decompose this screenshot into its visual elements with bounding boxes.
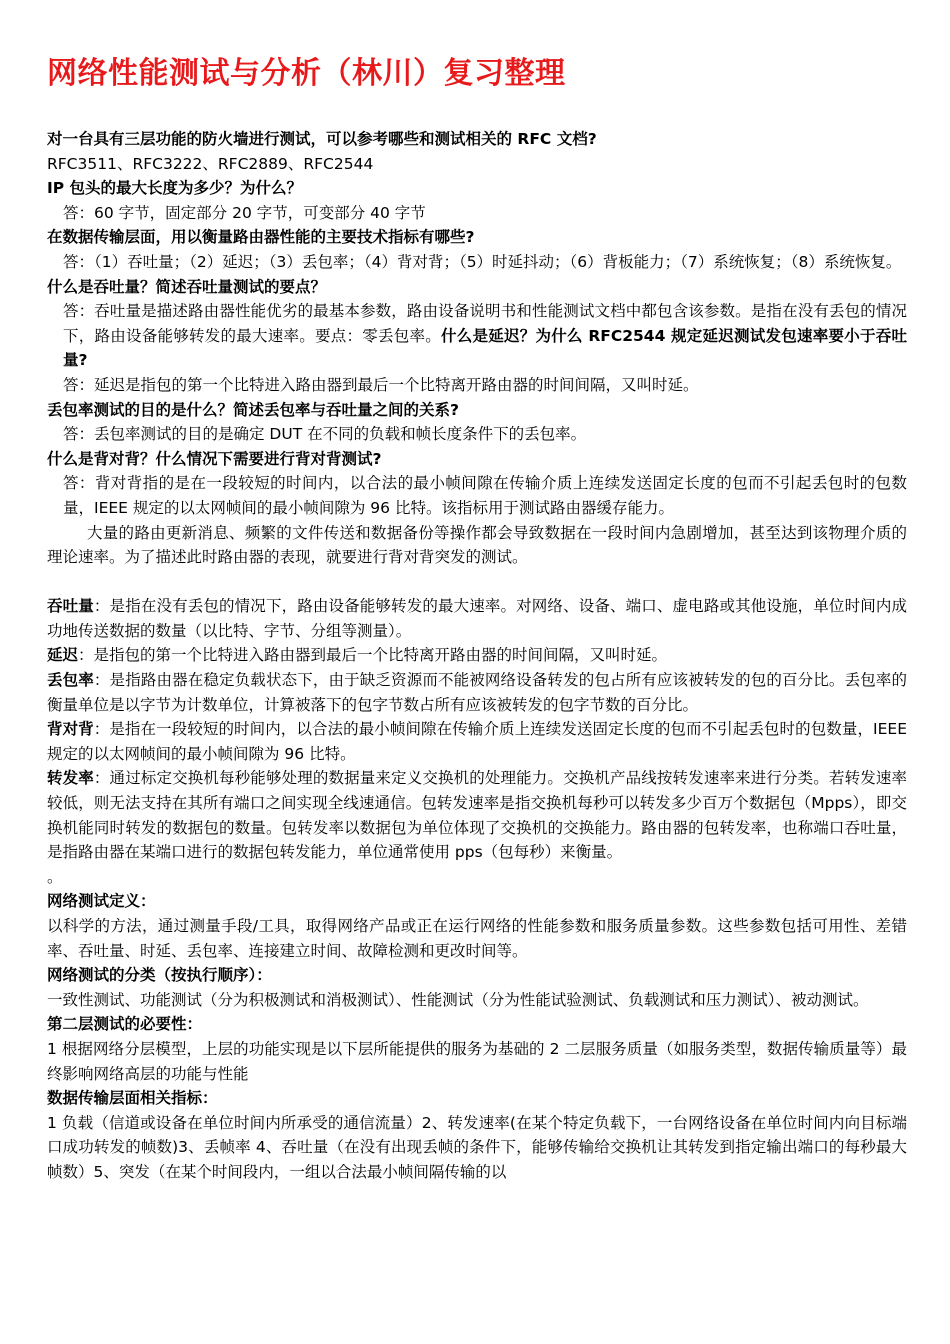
answer-2: 答：60 字节，固定部分 20 字节，可变部分 40 字节 [63, 203, 426, 222]
section-text-layer2: 1 根据网络分层模型，上层的功能实现是以下层所能提供的服务为基础的 2 二层服务质量（如服务类型，数据传输质量等）最终影响网络高层的功能与性能 [47, 1039, 907, 1083]
document-title: 网络性能测试与分析（林川）复习整理 [47, 56, 566, 91]
question-3: 在数据传输层面，用以衡量路由器性能的主要技术指标有哪些? [47, 228, 475, 247]
term-forwarding-rate [47, 766, 907, 864]
term-latency [47, 643, 907, 668]
question-4: 什么是吞吐量？简述吞吐量测试的要点？ [47, 277, 327, 296]
document-body [47, 127, 907, 1185]
term-throughput [47, 594, 907, 643]
answer-7: 答：背对背指的是在一段较短的时间内，以合法的最小帧间隙在传输介质上连续发送固定长度的包而不引起丢包时的包数量，IEEE 规定的以太网帧间的最小帧间隙为 96 比特。该指标用于测试路由器缓存能力。 [63, 474, 907, 517]
term-back-to-back [47, 717, 907, 766]
term-throughput-label: 吞吐量 [47, 597, 94, 616]
question-2: IP 包头的最大长度为多少？为什么？ [47, 179, 303, 198]
answer-3: 答：（1）吞吐量；（2）延迟；（3）丢包率；（4）背对背；（5）时延抖动；（6）背板能力；（7）系统恢复；（8）系统恢复。 [63, 252, 902, 271]
term-latency-definition: ：是指包的第一个比特进入路由器到最后一个比特离开路由器的时间间隔，又叫时延。 [78, 646, 668, 665]
section-heading-definition: 网络测试定义： [47, 892, 156, 911]
question-5: 什么是延迟？为什么 RFC2544 规定延迟测试发包速率要小于吞吐量? [63, 326, 907, 370]
stray-period: 。 [47, 867, 63, 886]
term-packet-loss-definition: ：是指路由器在稳定负载状态下，由于缺乏资源而不能被网络设备转发的包占所有应该被转发的包的百分比。丢包率的衡量单位是以字节为计数单位，计算被落下的包字节数占所有应该被转发的包字节数的百分比。 [47, 671, 907, 714]
section-heading-metrics: 数据传输层面相关指标： [47, 1089, 218, 1108]
answer-5: 答：延迟是指包的第一个比特进入路由器到最后一个比特离开路由器的时间间隔，又叫时延。 [63, 375, 699, 394]
answer-4: 答：吞吐量是描述路由器性能优劣的最基本参数，路由设备说明书和性能测试文档中都包含该参数。是指在没有丢包的情况下，路由设备能够转发的最大速率。要点：零丢包率。 [63, 302, 907, 345]
section-heading-classification: 网络测试的分类（按执行顺序）： [47, 966, 272, 985]
term-packet-loss-label: 丢包率 [47, 671, 94, 690]
section-heading-layer2: 第二层测试的必要性： [47, 1015, 203, 1034]
section-text-metrics: 1 负载（信道或设备在单位时间内所承受的通信流量）2、转发速率(在某个特定负载下，一台网络设备在单位时间内向目标端口成功转发的帧数)3、丢帧率 4、吞吐量（在没有出现丢帧的条件下，能够传输给交换机让其转发到指定输出端口的每秒最大帧数）5、突发（在某个时间段内，一组以合法最小帧间隔传输的以 [47, 1113, 907, 1181]
question-6: 丢包率测试的目的是什么？简述丢包率与吞吐量之间的关系? [47, 400, 459, 419]
spacer [47, 570, 907, 595]
term-latency-label: 延迟 [47, 646, 79, 665]
question-1: 对一台具有三层功能的防火墙进行测试，可以参考哪些和测试相关的 RFC 文档? [47, 130, 597, 148]
answer-4-paragraph [47, 299, 907, 373]
term-forwarding-rate-label: 转发率 [47, 769, 94, 788]
section-text-definition: 以科学的方法，通过测量手段/工具，取得网络产品或正在运行网络的性能参数和服务质量参数。这些参数包括可用性、差错率、吞吐量、时延、丢包率、连接建立时间、故障检测和更改时间等。 [47, 917, 907, 960]
term-throughput-definition: ：是指在没有丢包的情况下，路由设备能够转发的最大速率。对网络、设备、端口、虚电路或其他设施，单位时间内成功地传送数据的数量（以比特、字节、分组等测量）。 [47, 597, 907, 640]
term-back-to-back-definition: ：是指在一段较短的时间内，以合法的最小帧间隙在传输介质上连续发送固定长度的包而不引起丢包时的包数量，IEEE 规定的以太网帧间的最小帧间隙为 96 比特。 [47, 720, 907, 763]
term-forwarding-rate-definition: ：通过标定交换机每秒能够处理的数据量来定义交换机的处理能力。交换机产品线按转发速率来进行分类。若转发速率较低，则无法支持在其所有端口之间实现全线速通信。包转发速率是指交换机每秒可以转发多少百万个数据包（Mpps），即交换机能同时转发的数据包的数量。包转发率以数据包为单位体现了交换机的交换能力。路由器的包转发率，也称端口吞吐量，是指路由器在某端口进行的数据包转发能力，单位通常使用 pps（包每秒）来衡量。 [47, 769, 907, 862]
term-back-to-back-label: 背对背 [47, 720, 94, 739]
section-text-classification: 一致性测试、功能测试（分为积极测试和消极测试）、性能测试（分为性能试验测试、负载测试和压力测试）、被动测试。 [47, 990, 869, 1009]
answer-7-continued: 大量的路由更新消息、频繁的文件传送和数据备份等操作都会导致数据在一段时间内急剧增加，甚至达到该物理介质的理论速率。为了描述此时路由器的表现，就要进行背对背突发的测试。 [47, 523, 907, 567]
answer-6: 答：丢包率测试的目的是确定 DUT 在不同的负载和帧长度条件下的丢包率。 [63, 425, 587, 444]
question-7: 什么是背对背？什么情况下需要进行背对背测试? [47, 449, 382, 468]
answer-1: RFC3511、RFC3222、RFC2889、RFC2544 [47, 154, 374, 173]
term-packet-loss [47, 668, 907, 717]
